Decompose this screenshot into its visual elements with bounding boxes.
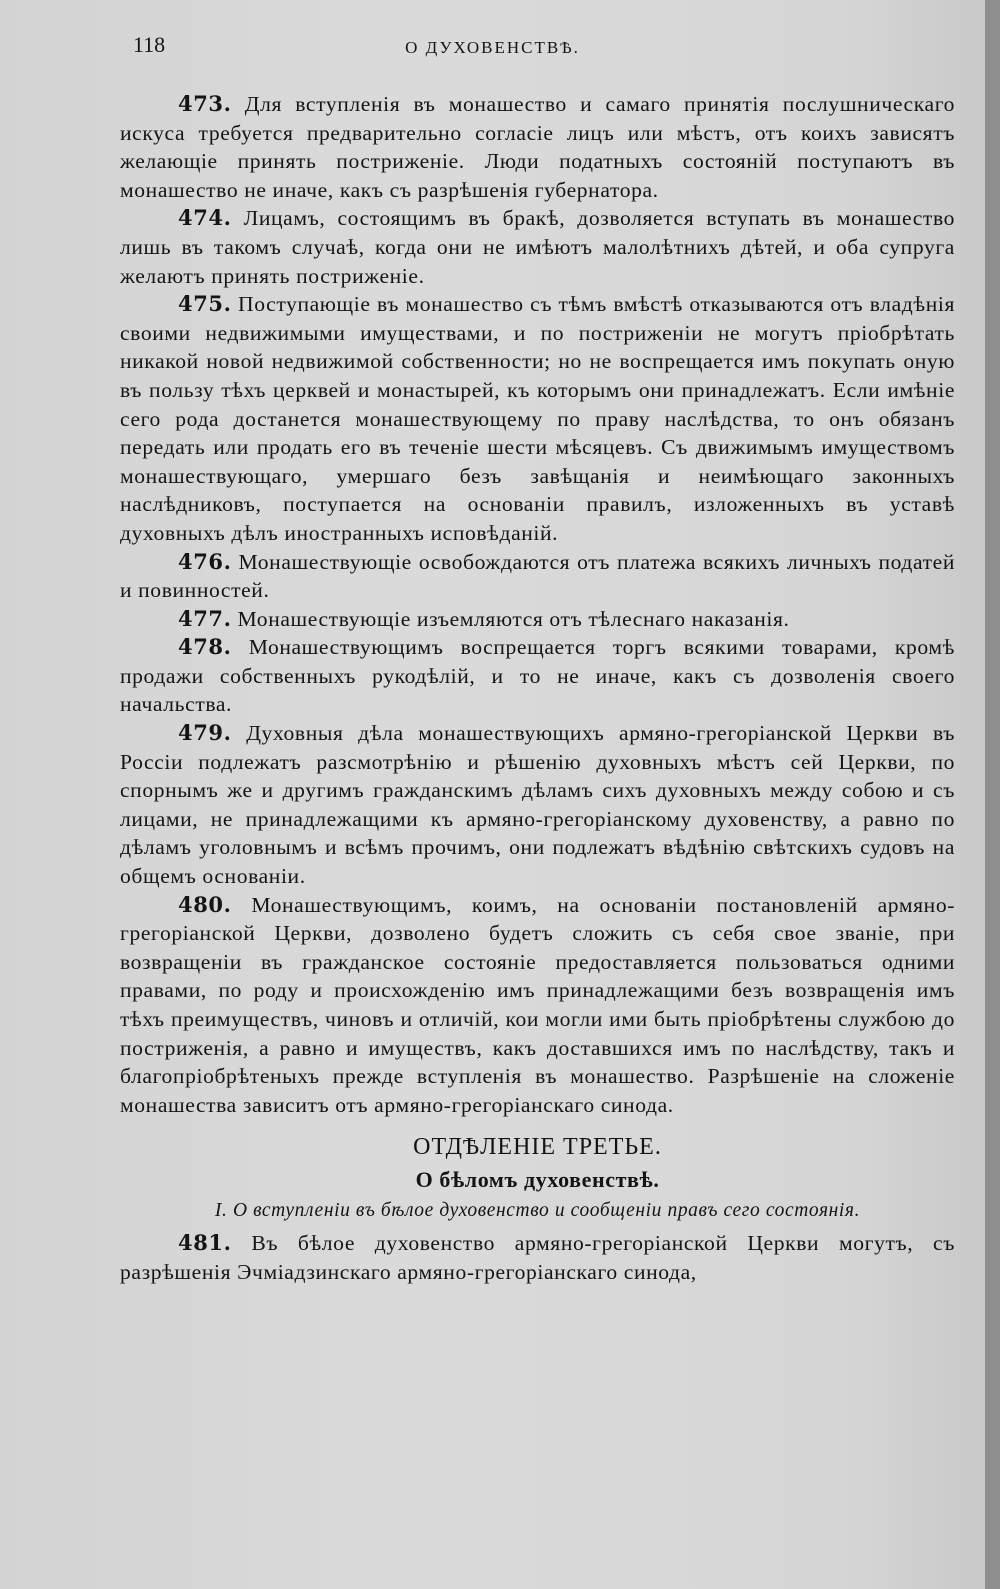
article-text: Монашествующимъ воспрещается торгъ всякими товарами, кромѣ продажи собственныхъ рукодѣлій, и то не иначе, какъ съ дозволенія своего начальства. <box>120 635 955 717</box>
article-number: 479. <box>178 720 232 746</box>
article-text: Духовныя дѣла монашествующихъ армяно-грегоріанской Церкви въ Россіи подлежатъ разсмотрѣнію и рѣшенію духовныхъ мѣстъ сей Церкви, по спорнымъ же и другимъ гражданскимъ дѣламъ сихъ духовныхъ между собою и съ лицами, не принадлежащими къ армяно-грегоріанскому духовенству, а равно по дѣламъ уголовнымъ и всѣмъ прочимъ, они подлежатъ вѣдѣнію свѣтскихъ судовъ на общемъ основаніи. <box>120 721 956 889</box>
page-number: 118 <box>133 32 166 57</box>
article-text: Лицамъ, состоящимъ въ бракѣ, дозволяется вступать въ монашество лишь въ такомъ случаѣ, когда они не имѣютъ малолѣтнихъ дѣтей, и оба супруга желаютъ принять постриженіе. <box>120 206 955 288</box>
article-text: Монашествующимъ, коимъ, на основаніи постановленій армяно-грегоріанской Церкви, дозволено будетъ сложить съ себя свое званіе, при возвращеніи въ гражданское состояніе предоставляется пользоваться одними правами, по роду и происхожденію имъ принадлежащими безъ возвращенія имъ тѣхъ преимуществъ, чиновъ и отличій, кои могли ими быть пріобрѣтены службою до постриженія, а равно и имуществъ, какъ доставшихся имъ по наслѣдству, такъ и благопріобрѣтеныхъ прежде вступленія въ монашество. Разрѣшеніе на сложеніе монашества зависитъ отъ армяно-грегоріанскаго синода. <box>120 892 956 1117</box>
article-number: 473. <box>178 91 232 116</box>
article-number: 481. <box>178 1230 232 1256</box>
article-number: 476. <box>178 548 232 574</box>
article-text: Монашествующіе изъемляются отъ тѣлеснаго наказанія. <box>237 606 790 631</box>
article-481 <box>120 1229 955 1286</box>
section-title: ОТДѢЛЕНІЕ ТРЕТЬЕ. <box>413 1134 662 1161</box>
article-number: 480. <box>178 891 232 917</box>
article-number: 477. <box>178 605 232 631</box>
article-text: Монашествующіе освобождаются отъ платежа всякихъ личныхъ податей и повинностей. <box>120 549 956 603</box>
article-text: Поступающіе въ монашество съ тѣмъ вмѣстѣ отказываются отъ владѣнія своими недвижимыми имуществами, и по постриженіи не могутъ пріобрѣтать никакой новой недвижимой собственности; но не воспрещается имъ покупать оную въ пользу тѣхъ церквей и монастырей, къ которымъ они принадлежатъ. Если имѣніе сего рода достанется монашествующему по праву наслѣдства, то онъ обязанъ передать или продать его въ теченіе шести мѣсяцевъ. Съ движимымъ имуществомъ монашествующаго, умершаго безъ завѣщанія и неимѣющаго законныхъ наслѣдниковъ, поступается на основаніи правилъ, изложенныхъ въ уставѣ духовныхъ дѣлъ иностранныхъ исповѣданій. <box>120 292 955 545</box>
page-header <box>0 30 985 70</box>
article-number: 478. <box>178 634 232 660</box>
chapter-title: I. О вступленіи въ бѣлое духовенство и сообщеніи правъ сего состоянія. <box>214 1199 861 1221</box>
article-473 <box>120 90 955 204</box>
article-477 <box>120 605 955 634</box>
body-text <box>120 90 955 1286</box>
subsection-title: О бѣломъ духовенствѣ. <box>415 1166 660 1192</box>
article-number: 474. <box>178 205 232 231</box>
article-474 <box>120 204 955 290</box>
article-475 <box>120 290 955 547</box>
article-480 <box>120 891 955 1120</box>
article-476 <box>120 548 955 605</box>
article-478 <box>120 633 955 719</box>
running-title: О ДУХОВЕНСТВѢ. <box>405 38 580 57</box>
article-479 <box>120 719 955 891</box>
article-number: 475. <box>178 291 232 317</box>
article-text: Въ бѣлое духовенство армяно-грегоріанской Церкви могутъ, съ разрѣшенія Эчміадзинскаго армяно-грегоріанскаго синода, <box>120 1231 955 1284</box>
article-text: Для вступленія въ монашество и самаго принятія послушническаго искуса требуется предварительно согласіе лицъ или мѣстъ, отъ коихъ зависятъ желающіе принять постриженіе. Люди податныхъ состояній поступаютъ въ монашество не иначе, какъ съ разрѣшенія губернатора. <box>120 92 956 202</box>
